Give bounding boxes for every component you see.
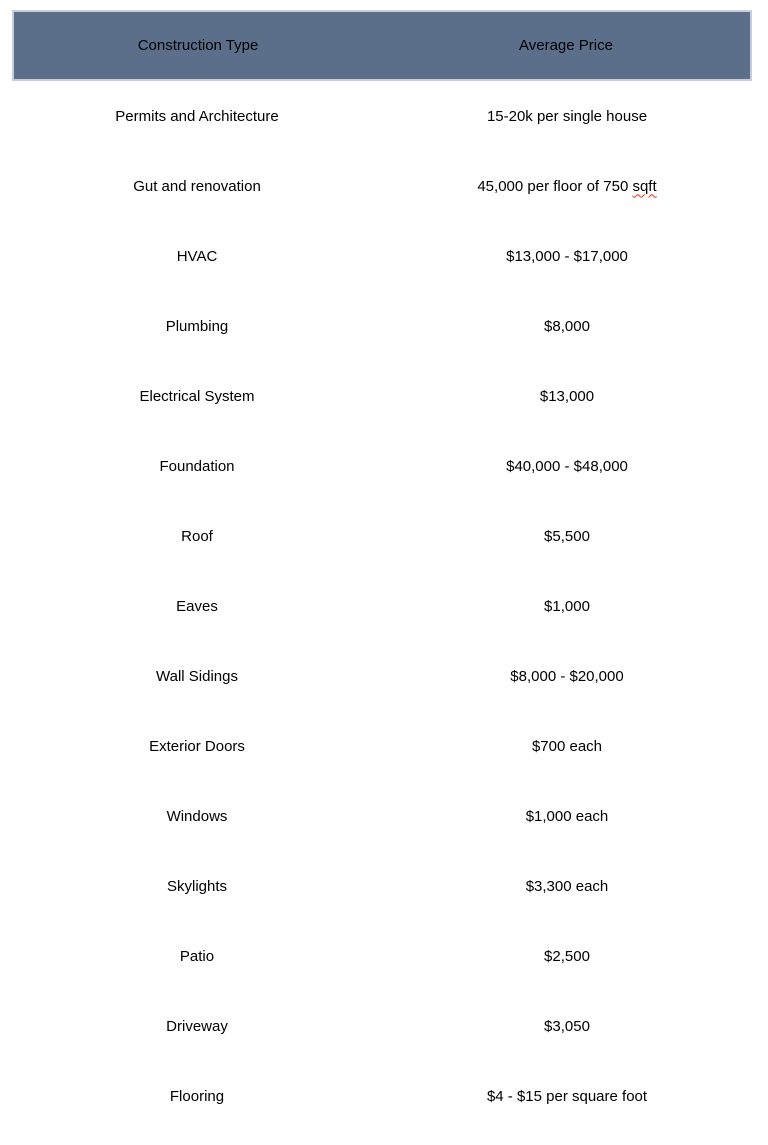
average-price-cell	[382, 431, 752, 501]
price-text: $4 - $15 per square foot	[486, 1087, 648, 1105]
price-text: $700 each	[531, 737, 603, 755]
construction-type-cell: Foundation	[159, 457, 235, 475]
price-text: $13,000 - $17,000	[506, 247, 628, 265]
table-row	[12, 151, 752, 221]
pricing-table	[12, 10, 752, 1131]
price-text: $5,500	[544, 527, 590, 545]
average-price-cell	[382, 921, 752, 991]
average-price-cell	[382, 711, 752, 781]
price-text: $8,000	[544, 317, 590, 335]
table-row	[12, 921, 752, 991]
price-text: $1,000	[544, 597, 590, 615]
construction-type-cell: Gut and renovation	[133, 177, 261, 195]
price-text: $13,000	[539, 387, 595, 405]
construction-type-cell: Permits and Architecture	[115, 107, 279, 125]
average-price-cell	[382, 641, 752, 711]
construction-type-cell: Skylights	[166, 877, 228, 895]
average-price-cell	[382, 991, 752, 1061]
table-row	[12, 851, 752, 921]
construction-type-cell: HVAC	[176, 247, 218, 265]
table-row	[12, 81, 752, 151]
average-price-cell	[382, 151, 752, 221]
construction-type-cell: Flooring	[169, 1087, 225, 1105]
price-text: 45,000 per floor of 750 sqft	[477, 177, 657, 195]
table-row	[12, 501, 752, 571]
construction-type-cell: Roof	[181, 527, 213, 545]
price-text: $3,300 each	[525, 877, 609, 895]
price-text: $1,000 each	[525, 807, 609, 825]
table-header-row	[12, 10, 752, 81]
average-price-cell	[382, 851, 752, 921]
price-text: $40,000 - $48,000	[506, 457, 628, 475]
average-price-cell	[382, 781, 752, 851]
construction-type-cell: Plumbing	[165, 317, 229, 335]
price-text: $2,500	[544, 947, 590, 965]
average-price-cell	[382, 361, 752, 431]
construction-type-cell: Patio	[179, 947, 215, 965]
table-row	[12, 781, 752, 851]
construction-type-cell: Windows	[166, 807, 228, 825]
table-row	[12, 991, 752, 1061]
price-text: 15-20k per single house	[486, 107, 648, 125]
construction-type-cell: Eaves	[176, 597, 218, 615]
average-price-cell	[382, 501, 752, 571]
table-row	[12, 711, 752, 781]
price-text: $3,050	[544, 1017, 590, 1035]
table-row	[12, 221, 752, 291]
average-price-cell	[382, 81, 752, 151]
construction-type-cell: Exterior Doors	[149, 737, 245, 755]
average-price-cell	[382, 571, 752, 641]
table-body	[12, 81, 752, 1131]
table-row	[12, 291, 752, 361]
average-price-cell	[382, 1061, 752, 1131]
table-row	[12, 1061, 752, 1131]
table-row	[12, 641, 752, 711]
construction-type-cell: Electrical System	[139, 387, 255, 405]
header-construction-type: Construction Type	[137, 37, 259, 54]
construction-type-cell: Wall Sidings	[156, 667, 238, 685]
table-row	[12, 361, 752, 431]
misspelled-word[interactable]: sqft	[632, 177, 657, 195]
table-row	[12, 431, 752, 501]
average-price-cell	[382, 221, 752, 291]
price-text: $8,000 - $20,000	[510, 667, 624, 685]
table-row	[12, 571, 752, 641]
construction-type-cell: Driveway	[166, 1017, 228, 1035]
average-price-cell	[382, 291, 752, 361]
header-average-price: Average Price	[519, 37, 613, 54]
